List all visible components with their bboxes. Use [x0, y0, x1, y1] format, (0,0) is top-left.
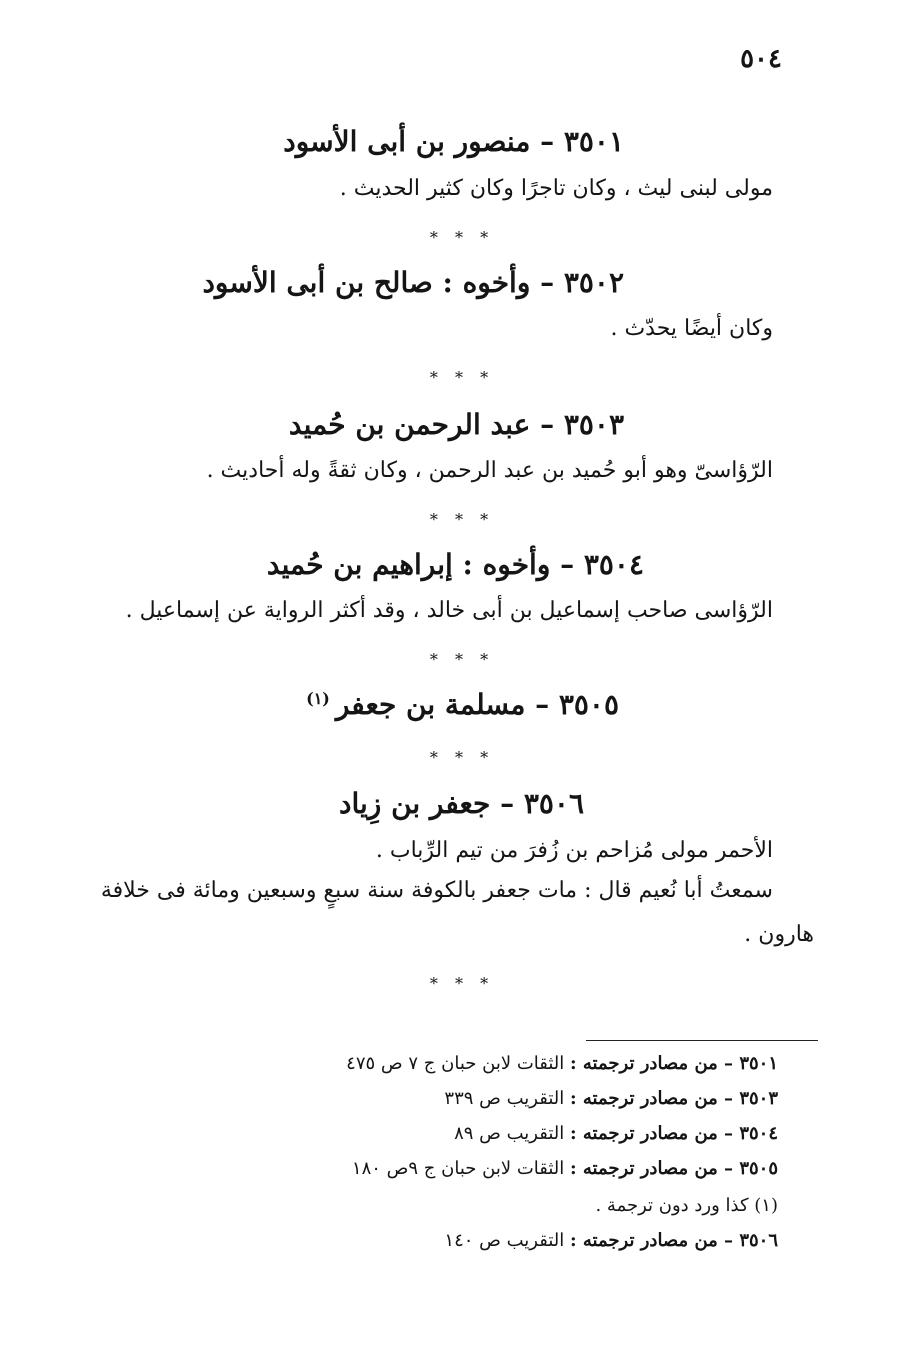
footnote-label: ٣٥٠٤ – من مصادر ترجمته : [570, 1123, 778, 1144]
entry-title-3506: ٣٥٠٦ – جعفر بن زِياد [339, 787, 584, 820]
entry-title-3501: ٣٥٠١ – منصور بن أبى الأسود [283, 125, 624, 158]
footnote-label: ٣٥٠٦ – من مصادر ترجمته : [570, 1230, 778, 1251]
footnote-rule [586, 1040, 818, 1041]
entry-title-3504: ٣٥٠٤ – وأخوه : إبراهيم بن حُميد [266, 548, 644, 581]
footnote-label: ٣٥٠٥ – من مصادر ترجمته : [570, 1158, 778, 1179]
footnote-text: التقريب ص ١٤٠ [444, 1230, 570, 1251]
footnote-3505 [352, 1158, 778, 1179]
entry-text-3506-line-2: سمعتُ أبا نُعيم قال : مات جعفر بالكوفة سنة سبعٍ وسبعين ومائة فى خلافة [100, 878, 773, 903]
footnote-text: التقريب ص ٨٩ [454, 1123, 570, 1144]
footnote-3506 [444, 1230, 778, 1251]
footnote-text: (١) كذا ورد دون ترجمة . [595, 1195, 778, 1216]
entry-title-3502: ٣٥٠٢ – وأخوه : صالح بن أبى الأسود [202, 266, 624, 299]
entry-title-3505 [306, 688, 619, 721]
entry-text-3506-line-1: الأحمر مولى مُزاحم بن زُفرَ من تيم الرِّباب . [375, 838, 773, 863]
footnote-text: التقريب ص ٣٣٩ [444, 1088, 570, 1109]
entry-title-3505-text: ٣٥٠٥ – مسلمة بن جعفر [335, 688, 619, 721]
separator: * * * [429, 974, 495, 993]
separator: * * * [429, 650, 495, 669]
footnote-3504 [454, 1123, 778, 1144]
footnote-label: ٣٥٠٣ – من مصادر ترجمته : [570, 1088, 778, 1109]
entry-text-3501: مولى لبنى ليث ، وكان تاجرًا وكان كثير الحديث . [339, 176, 773, 201]
entry-text-3506-line-3: هارون . [744, 922, 814, 947]
separator: * * * [429, 748, 495, 767]
footnote-label: ٣٥٠١ – من مصادر ترجمته : [570, 1053, 778, 1074]
footnote-text: الثقات لابن حبان ج ٧ ص ٤٧٥ [346, 1053, 570, 1074]
entry-title-3503: ٣٥٠٣ – عبد الرحمن بن حُميد [288, 408, 624, 441]
separator: * * * [429, 368, 495, 387]
footnote-3503 [444, 1088, 778, 1109]
entry-text-3504: الرّؤاسى صاحب إسماعيل بن أبى خالد ، وقد أكثر الرواية عن إسماعيل . [125, 598, 773, 623]
separator: * * * [429, 228, 495, 247]
separator: * * * [429, 510, 495, 529]
footnote-text: الثقات لابن حبان ج ٩ص ١٨٠ [351, 1158, 570, 1179]
page-number: ٥٠٤ [740, 44, 782, 74]
footnote-3501 [346, 1053, 778, 1074]
entry-text-3502: وكان أيضًا يحدّث . [610, 316, 773, 341]
footnote-ref: (١) [306, 688, 330, 708]
footnote-note-1 [595, 1195, 778, 1216]
entry-text-3503: الرّؤاسىّ وهو أبو حُميد بن عبد الرحمن ، وكان ثقةً وله أحاديث . [206, 458, 773, 483]
